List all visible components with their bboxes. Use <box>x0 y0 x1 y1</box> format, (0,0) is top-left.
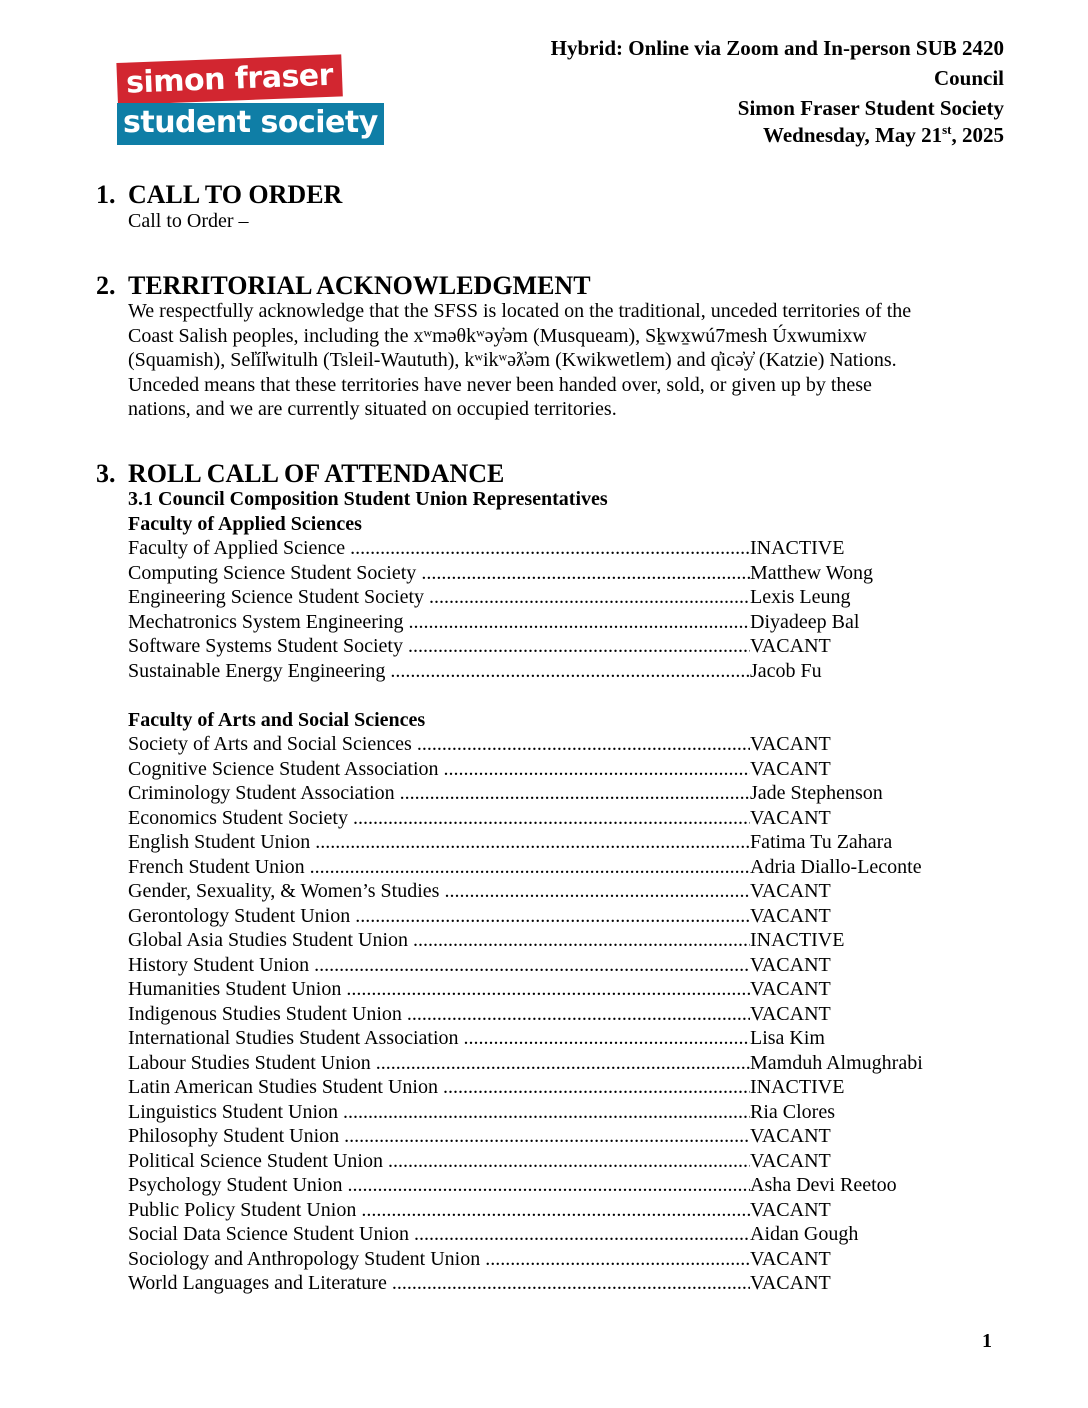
table-row <box>128 610 1008 635</box>
representative-name: VACANT <box>750 1247 831 1270</box>
table-row <box>128 1173 1008 1198</box>
member-group-name: Engineering Science Student Society ..... <box>128 585 750 610</box>
group-applied-sciences <box>128 536 1008 683</box>
member-group-name: Public Policy Student Union ..... <box>128 1198 750 1223</box>
group-heading: Faculty of Arts and Social Sciences <box>128 708 426 731</box>
member-group-name: Philosophy Student Union ..... <box>128 1124 750 1149</box>
table-row <box>128 977 1008 1002</box>
table-row <box>128 536 1008 561</box>
representative-name: Jade Stephenson <box>750 782 883 804</box>
table-row <box>128 1271 1008 1296</box>
representative-name: Lisa Kim <box>750 1027 825 1049</box>
group-heading: Faculty of Applied Sciences <box>128 512 362 535</box>
table-row <box>128 830 1008 855</box>
meeting-date: Wednesday, May 21st, 2025 <box>763 122 1004 147</box>
table-row <box>128 732 1008 757</box>
table-row <box>128 1002 1008 1027</box>
roll-call-subtitle: 3.1 Council Composition Student Union Representatives <box>128 488 608 510</box>
representative-name: Matthew Wong <box>750 561 874 584</box>
page-number: 1 <box>982 1330 992 1352</box>
paragraph-line: nations, and we are currently situated on occupied territories. <box>128 398 617 420</box>
member-group-name: Economics Student Society ..... <box>128 806 750 831</box>
table-row <box>128 855 1008 880</box>
sfss-logo <box>117 57 379 147</box>
table-row <box>128 1026 1008 1051</box>
table-row <box>128 1100 1008 1125</box>
member-group-name: Gender, Sexuality, & Women’s Studies ..... <box>128 879 750 904</box>
representative-name: Lexis Leung <box>750 586 851 608</box>
member-group-name: Software Systems Student Society ..... <box>128 634 750 659</box>
member-group-name: Mechatronics System Engineering ..... <box>128 610 750 635</box>
meeting-body: Council <box>933 66 1004 90</box>
member-group-name: Political Science Student Union ..... <box>128 1149 750 1174</box>
member-group-name: International Studies Student Association ..... <box>128 1026 750 1051</box>
representative-name: INACTIVE <box>750 929 845 951</box>
member-group-name: Global Asia Studies Student Union ..... <box>128 928 750 953</box>
table-row <box>128 1149 1008 1174</box>
call-to-order-text: Call to Order – <box>128 210 249 232</box>
organization-name: Simon Fraser Student Society <box>737 96 1004 120</box>
table-row <box>128 781 1008 806</box>
representative-name: VACANT <box>750 1149 831 1172</box>
section-3-title: 3. ROLL CALL OF ATTENDANCE <box>96 459 505 488</box>
representative-name: Mamduh Almughrabi <box>750 1051 923 1074</box>
table-row <box>128 1075 1008 1100</box>
member-group-name: Faculty of Applied Science ..... <box>128 536 750 561</box>
paragraph-line: Coast Salish peoples, including the xʷməθkʷəy̓əm (Musqueam), Sḵwx̱wú7mesh Úxwumixw <box>128 324 867 347</box>
representative-name: VACANT <box>750 1125 831 1147</box>
representative-name: Fatima Tu Zahara <box>750 831 893 853</box>
table-row <box>128 904 1008 929</box>
logo-line-2: student society <box>117 103 384 145</box>
logo-line-1: simon fraser <box>116 54 342 105</box>
territorial-acknowledgment-text <box>128 299 988 422</box>
representative-name: VACANT <box>750 904 831 927</box>
representative-name: Ria Clores <box>750 1100 835 1123</box>
representative-name: VACANT <box>750 806 831 829</box>
table-row <box>128 1222 1008 1247</box>
representative-name: VACANT <box>750 757 831 780</box>
member-group-name: Sociology and Anthropology Student Union ..... <box>128 1247 750 1272</box>
representative-name: VACANT <box>750 635 831 657</box>
member-group-name: English Student Union ..... <box>128 830 750 855</box>
document-header <box>551 34 1004 148</box>
member-group-name: Criminology Student Association ..... <box>128 781 750 806</box>
representative-name: VACANT <box>750 880 831 902</box>
section-2-title: 2. TERRITORIAL ACKNOWLEDGMENT <box>96 271 591 300</box>
member-group-name: Latin American Studies Student Union ..... <box>128 1075 750 1100</box>
member-group-name: Gerontology Student Union ..... <box>128 904 750 929</box>
representative-name: VACANT <box>750 733 831 755</box>
table-row <box>128 1198 1008 1223</box>
representative-name: VACANT <box>750 978 831 1000</box>
representative-name: INACTIVE <box>750 1076 845 1098</box>
table-row <box>128 879 1008 904</box>
representative-name: VACANT <box>750 1002 831 1025</box>
representative-name: VACANT <box>750 1272 831 1294</box>
representative-name: Asha Devi Reetoo <box>750 1174 897 1196</box>
section-1-title: 1. CALL TO ORDER <box>96 180 343 209</box>
meeting-location: Hybrid: Online via Zoom and In-person SUB 2420 <box>550 36 1004 60</box>
table-row <box>128 953 1008 978</box>
roll-call-list <box>128 487 1008 1296</box>
member-group-name: Labour Studies Student Union ..... <box>128 1051 750 1076</box>
table-row <box>128 659 1008 684</box>
member-group-name: History Student Union ..... <box>128 953 750 978</box>
representative-name: Jacob Fu <box>750 659 822 682</box>
paragraph-line: Unceded means that these territories have never been handed over, sold, or given up by these <box>128 373 872 396</box>
table-row <box>128 928 1008 953</box>
representative-name: Aidan Gough <box>750 1223 859 1245</box>
member-group-name: Cognitive Science Student Association ..... <box>128 757 750 782</box>
table-row <box>128 585 1008 610</box>
representative-name: Diyadeep Bal <box>750 610 860 633</box>
table-row <box>128 634 1008 659</box>
member-group-name: Sustainable Energy Engineering ..... <box>128 659 750 684</box>
table-row <box>128 1247 1008 1272</box>
table-row <box>128 561 1008 586</box>
member-group-name: Linguistics Student Union ..... <box>128 1100 750 1125</box>
member-group-name: Humanities Student Union ..... <box>128 977 750 1002</box>
representative-name: VACANT <box>750 953 831 976</box>
member-group-name: Computing Science Student Society ..... <box>128 561 750 586</box>
table-row <box>128 1124 1008 1149</box>
paragraph-line: We respectfully acknowledge that the SFSS is located on the traditional, unceded territories of the <box>128 300 912 322</box>
member-group-name: Society of Arts and Social Sciences ..... <box>128 732 750 757</box>
table-row <box>128 806 1008 831</box>
member-group-name: Social Data Science Student Union ..... <box>128 1222 750 1247</box>
representative-name: Adria Diallo-Leconte <box>750 855 922 878</box>
member-group-name: Indigenous Studies Student Union ..... <box>128 1002 750 1027</box>
table-row <box>128 757 1008 782</box>
member-group-name: French Student Union ..... <box>128 855 750 880</box>
member-group-name: Psychology Student Union ..... <box>128 1173 750 1198</box>
table-row <box>128 1051 1008 1076</box>
representative-name: VACANT <box>750 1198 831 1221</box>
paragraph-line: (Squamish), Sel̓íl̓witulh (Tsleil-Waututh), kʷikʷəƛ̓əm (Kwikwetlem) and q̓icə̓y̓ (Katzie) Nations. <box>128 349 897 371</box>
member-group-name: World Languages and Literature ..... <box>128 1271 750 1296</box>
representative-name: INACTIVE <box>750 537 845 559</box>
group-arts-social-sciences <box>128 732 1008 1296</box>
